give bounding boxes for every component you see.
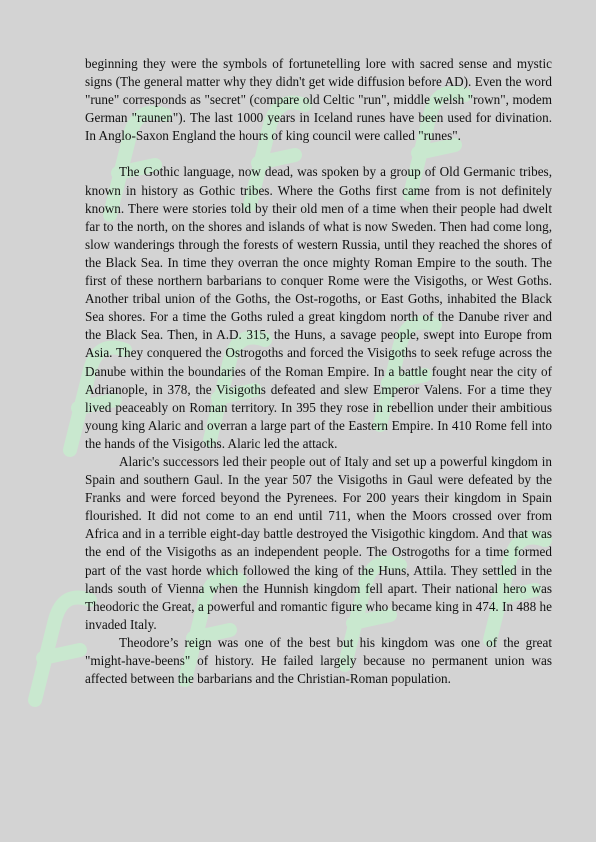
watermark-glyph [35,598,90,701]
paragraph-gothic-language: The Gothic language, now dead, was spoken by a group of Old Germanic tribes, known in history as Gothic tribes. Where the Goths first came from is not definitely known. There were stories told by their old men of a time when their people had dwelt far to the north, on the shores and islands of what is now Sweden. Then had come long, slow wanderings through the forests of western Russia, until they reached the shores of the Black Sea. In time they overran the once mighty Roman Empire to the south. The first of these northern barbarians to conquer Rome were the Visigoths, or West Goths. Another tribal union of the Goths, the Ost-rogoths, or East Goths, inhabited the Black Sea shores. For a time the Goths ruled a great kingdom north of the Danube river and the Black Sea. Then, in A.D. 315, the Huns, a savage people, swept into Europe from Asia. They conquered the Ostrogoths and forced the Visigoths to seek refuge across the Danube within the boundaries of the Roman Empire. In a battle fought near the city of Adrianople, in 378, the Visigoths defeated and slew Emperor Valens. For a time they lived peaceably on Roman territory. In 395 they rose in rebellion under their ambitious young king Alaric and overran a large part of the Eastern Empire. In 410 Rome fell into the hands of the Visigoths. Alaric led the attack. [85,164,552,451]
body-text [85,55,552,688]
paragraph-alaric-successors: Alaric's successors led their people out of Italy and set up a powerful kingdom in Spain and southern Gaul. In the year 507 the Visigoths in Gaul were defeated by the Franks and were forced beyond the Pyrenees. For 200 years their kingdom in Spain flourished. It did not come to an end until 711, when the Moors crossed over from Africa and in a terrible eight-day battle destroyed the Visigothic kingdom. And that was the end of the Visigoths as an independent people. The Ostrogoths for a time formed part of the vast horde which followed the king of the Huns, Attila. They settled in the lands south of Vienna when the Hunnish kingdom fell apart. Their national hero was Theodoric the Great, a powerful and romantic figure who became king in 474. In 488 he invaded Italy. [85,453,552,632]
paragraph-theodore-reign: Theodore’s reign was one of the best but his kingdom was one of the great "might-have-beens" of history. He failed largely because no permanent union was affected between the barbarians and the Christian-Roman population. [85,634,552,687]
paragraph-runes: beginning they were the symbols of fortunetelling lore with sacred sense and mystic signs (The general matter why they didn't get wide diffusion before AD). Even the word "rune" corresponds as "secret" (compare old Celtic "run", middle welsh "rown", modem German "raunen"). The last 1000 years in Iceland runes have been used for divination. In Anglo-Saxon England the hours of king council were called "runes". [85,56,552,144]
